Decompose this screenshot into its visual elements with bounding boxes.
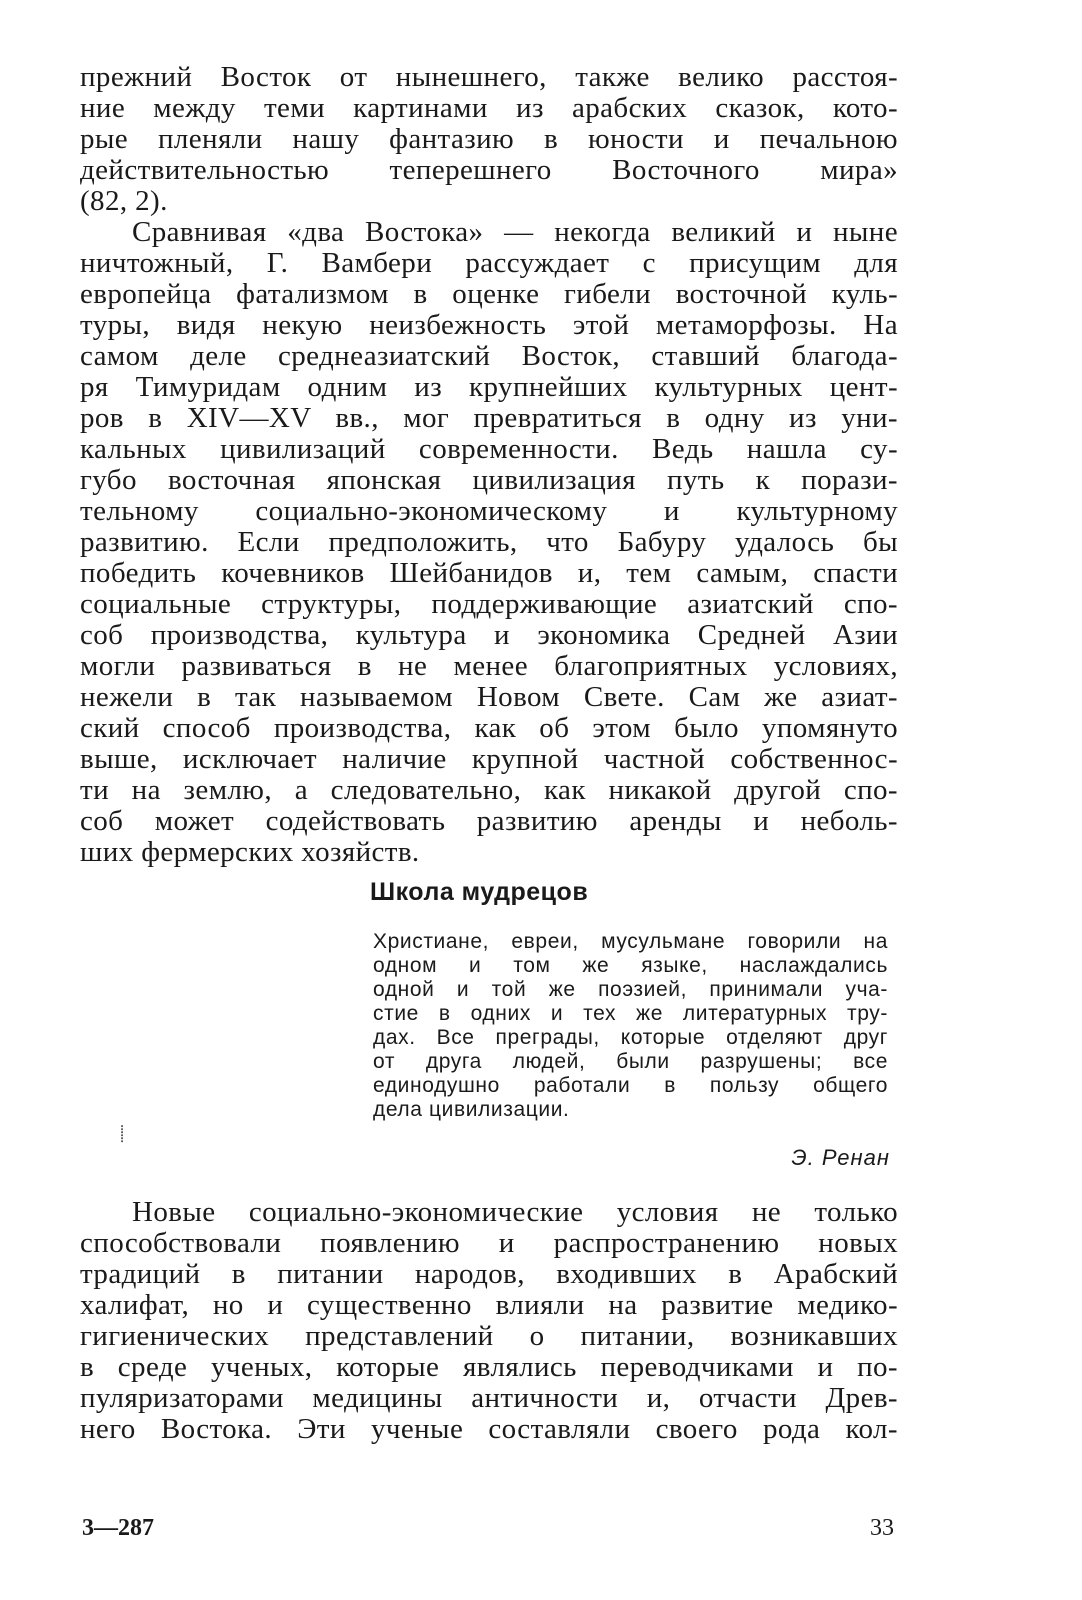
epigraph-line: Христиане, евреи, мусульмане говорили на (373, 930, 888, 953)
printer-signature: 3—287 (82, 1515, 154, 1541)
paragraph-new-conditions (80, 1197, 898, 1445)
epigraph-line: единодушно работали в пользу общего (373, 1074, 888, 1097)
epigraph-line: дела цивилизации. (373, 1098, 570, 1121)
text-line: тельному социально-экономическому и культурному (80, 495, 898, 527)
text-line: ние между теми картинами из арабских сказок, кото- (80, 92, 898, 124)
text-line: ский способ производства, как об этом было упомянуто (80, 712, 898, 744)
text-line: туры, видя некую неизбежность этой метаморфозы. На (80, 309, 898, 341)
text-line: него Востока. Эти ученые составляли своего рода кол- (80, 1413, 898, 1445)
print-speck: ⸽ (120, 1126, 125, 1143)
epigraph-line: стие в одних и тех же литературных тру- (373, 1002, 888, 1025)
text-line: кальных цивилизаций современности. Ведь нашла су- (80, 433, 898, 465)
text-line: развитию. Если предположить, что Бабуру удалось бы (80, 526, 898, 558)
epigraph-line: одном и том же языке, наслаждались (373, 954, 888, 977)
continued-paragraph (80, 62, 898, 217)
text-line: ря Тимуридам одним из крупнейших культурных цент- (80, 371, 898, 403)
text-line: самом деле среднеазиатский Восток, ставший благода- (80, 340, 898, 372)
text-line: ти на землю, а следовательно, как никакой другой спо- (80, 774, 898, 806)
text-line: выше, исключает наличие крупной частной собственнос- (80, 743, 898, 775)
text-line: победить кочевников Шейбанидов и, тем самым, спасти (80, 557, 898, 589)
text-line: соб производства, культура и экономика Средней Азии (80, 619, 898, 651)
text-line: Новые социально-экономические условия не только (132, 1196, 898, 1228)
text-line: ров в XIV—XV вв., мог превратиться в одну из уни- (80, 402, 898, 434)
text-line: прежний Восток от нынешнего, также велико расстоя- (80, 61, 898, 93)
text-line: рые пленяли нашу фантазию в юности и печальною (80, 123, 898, 155)
text-line: (82, 2). (80, 185, 168, 217)
text-line: губо восточная японская цивилизация путь к порази- (80, 464, 898, 496)
text-line: Сравнивая «два Востока» — некогда великий и ныне (132, 216, 898, 248)
text-line: ших фермерских хозяйств. (80, 836, 420, 868)
epigraph (373, 930, 888, 1122)
text-line: в среде ученых, которые являлись переводчиками и по- (80, 1351, 898, 1383)
text-line: соб может содействовать развитию аренды и неболь- (80, 805, 898, 837)
section-heading: Школа мудрецов (370, 878, 589, 906)
text-line: пуляризаторами медицины античности и, отчасти Древ- (80, 1382, 898, 1414)
text-line: действительностью теперешнего Восточного мира» (80, 154, 898, 186)
epigraph-line: одной и той же поэзией, принимали уча- (373, 978, 888, 1001)
text-line: ничтожный, Г. Вамбери рассуждает с присущим для (80, 247, 898, 279)
text-line: нежели в так называемом Новом Свете. Сам же азиат- (80, 681, 898, 713)
epigraph-attribution: Э. Ренан (791, 1145, 890, 1170)
paragraph-vambery (80, 217, 898, 868)
text-line: социальные структуры, поддерживающие азиатский спо- (80, 588, 898, 620)
page-number: 33 (870, 1515, 894, 1541)
text-line: халифат, но и существенно влияли на развитие медико- (80, 1289, 898, 1321)
text-line: традиций в питании народов, входивших в Арабский (80, 1258, 898, 1290)
epigraph-line: дах. Все преграды, которые отделяют друг (373, 1026, 888, 1049)
epigraph-line: от друга людей, были разрушены; все (373, 1050, 888, 1073)
text-line: могли развиваться в не менее благоприятных условиях, (80, 650, 898, 682)
text-line: европейца фатализмом в оценке гибели восточной куль- (80, 278, 898, 310)
text-line: гигиенических представлений о питании, возникавших (80, 1320, 898, 1352)
text-line: способствовали появлению и распространению новых (80, 1227, 898, 1259)
